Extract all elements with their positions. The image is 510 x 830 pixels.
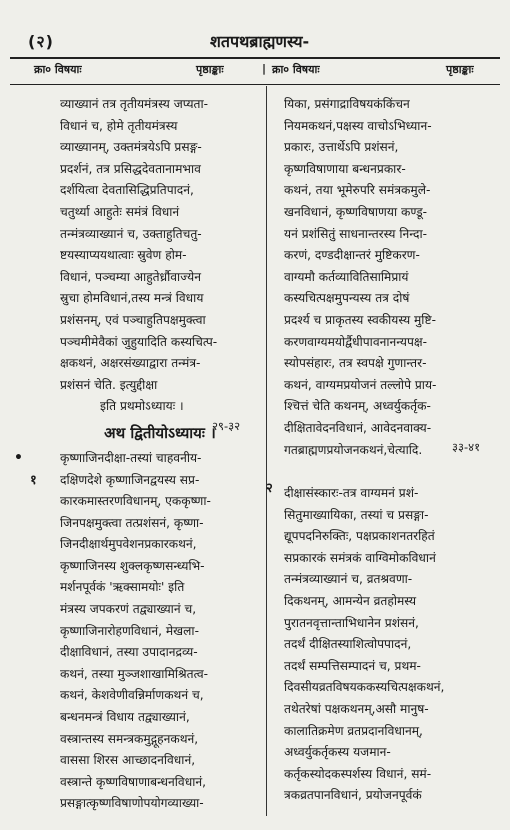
text-line: कालातिक्रमेण व्रतप्रदानविधानम्, — [284, 723, 423, 738]
text-line: कथनं, तया भूमेरुपरि समंत्रकमुले- — [284, 183, 431, 198]
text-line: स्रुचा होमविधानं,तस्य मन्त्रं विधाय — [60, 291, 204, 306]
text-line: कर्तृकस्योदकस्पर्शस्य विधानं, समं- — [284, 766, 432, 781]
text-line: कथनं, तस्या मुञ्जशाखामिश्रितत्व- — [60, 666, 209, 681]
text-line: वस्त्रान्तस्य समन्त्रकमुद्गूहनकथनं, — [60, 731, 199, 746]
item-number-left: १ — [30, 473, 37, 488]
left-column — [60, 94, 260, 815]
text-line: कृष्णाजिनदीक्षा-तस्यां चाहवनीय- — [60, 450, 202, 465]
text-line: कृष्णाजिनारोहणविधानं, मेखला- — [60, 623, 199, 638]
text-line: चतुर्थ्या आहुतेः समंत्रं विधानं — [60, 204, 180, 219]
text-line: करणं, दण्डदीक्षान्तरं मुष्टिकरण- — [284, 248, 420, 263]
right-lines-second — [284, 483, 499, 807]
right-lines-first — [284, 94, 499, 461]
text-line: कारकमास्तरणविधानम्, एककृष्णा- — [60, 494, 211, 509]
text-line: प्रशंसनम्, एवं पञ्चाहुतिपक्षमुक्त्वा — [60, 312, 206, 327]
text-line: श्चित्तं चेति कथनम्, अध्वर्युकर्तृक- — [284, 399, 431, 414]
text-line: वाग्यमौ कर्तव्यावितिसामिप्रायं — [284, 269, 409, 284]
text-line: ष्टयस्याप्ययथात्वाः स्रुवेण होम- — [60, 248, 187, 263]
text-line: प्रकारः, उत्तार्थेऽपि प्रशंसनं, — [284, 140, 399, 155]
right-page-header: पृष्ठाङ्काः — [446, 63, 474, 76]
text-line: वाससा शिरस आच्छादनविधानं, — [60, 753, 196, 768]
text-line: खनविधानं, कृष्णविषाणया कण्डू- — [284, 204, 428, 219]
text-line: कथनं, वाग्यमप्रयोजनं तल्लोपे प्राय- — [284, 377, 437, 392]
text-line: प्रशंसनं चेति. इत्युद्दीक्षा — [60, 377, 158, 392]
item-number-right: २ — [266, 481, 273, 496]
page-ref-chapter-1: २९-३२ — [212, 419, 241, 433]
left-lines-after — [60, 448, 260, 815]
text-line: पञ्चमीमेवैकां जुहुयादिति कस्यचित्प- — [60, 334, 218, 349]
spacer — [284, 461, 499, 483]
chapter-end-line: इति प्रथमोऽध्यायः । — [100, 399, 184, 414]
text-line: तदर्थं दीक्षितस्याशित्वोपपादनं, — [284, 637, 412, 652]
text-line: विधानं च, होमे तृतीयमंत्रस्य — [60, 118, 178, 133]
text-line: प्रसङ्गात्कृष्णविषाणोपयोगव्याख्या- — [60, 796, 204, 811]
text-line: दिवसीयव्रतविषयककस्यचित्पक्षकथनं, — [284, 680, 445, 695]
text-line: करणवाग्यमयोर्द्वैधीपावनानन्यपक्ष- — [284, 334, 428, 349]
text-line: यनं प्रशंसितुं साधनान्तरस्य निन्दा- — [284, 226, 428, 241]
text-line: दीक्षासंस्कारः-तत्र वाग्यमनं प्रशं- — [284, 486, 419, 501]
text-line: तदर्थं सम्पत्तिसम्पादनं च, प्रथम- — [284, 658, 421, 673]
right-serial-header: क्रा० विषयाः — [272, 63, 320, 76]
left-lines-before — [60, 94, 260, 396]
text-line: सप्रकारकं समंत्रकं वाग्विमोकविधानं — [284, 550, 436, 565]
text-line: प्रदर्शनं, तत्र प्रसिद्धदेवतानामभाव — [60, 161, 201, 176]
text-line: मर्शनपूर्वकं 'ऋक्सामयोः' इति — [60, 580, 185, 595]
text-line: कस्यचित्पक्षमुपन्यस्य तत्र दोषं — [284, 291, 410, 306]
text-line: बन्धनमन्त्रं विधाय तद्व्याख्यानं, — [60, 710, 190, 725]
text-line: यिका, प्रसंगाद्राविषयकंकिंचन — [284, 97, 410, 111]
text-line: कथनं, केशवेणीवन्निर्माणकथनं च, — [60, 688, 204, 703]
left-page-header: पृष्ठाङ्काः — [196, 63, 224, 76]
text-line: दीक्षाविधानं, तस्या उपादानद्रव्य- — [60, 645, 198, 660]
text-line: वस्त्रान्ते कृष्णविषाणाबन्धनविधानं, — [60, 774, 206, 789]
text-line: दर्शयित्वा देवतासिद्धिप्रतिपादनं, — [60, 183, 194, 198]
text-line: व्याख्यानं तत्र तृतीयमंत्रस्य जप्यता- — [60, 97, 209, 111]
text-line: कृष्णाजिनस्य शुक्लकृष्णसन्ध्यभि- — [60, 558, 205, 573]
text-line: द्यूपपदनिरुक्तिः, पक्षप्रकाशनतरहितं — [284, 529, 435, 544]
text-line: नियमकथनं,पक्षस्य वाचोऽभिध्यान- — [284, 118, 432, 133]
header-rule — [10, 57, 500, 59]
column-separator-mark: | — [262, 62, 267, 75]
column-divider — [266, 86, 267, 816]
text-line: जिनदीक्षार्थमुपवेशनप्रकारकथनं, — [60, 537, 197, 552]
text-line: दक्षिणदेशे कृष्णाजिनद्वयस्य सप्र- — [60, 472, 200, 487]
text-line: स्योपसंहारः, तत्र स्वपक्षे गुणान्तर- — [284, 356, 427, 371]
text-line: सितुमाख्यायिका, तस्यां च प्रसङ्गा- — [284, 507, 429, 522]
text-line: तन्मंत्रव्याख्यानं च, उक्ताहुतिचतु- — [60, 226, 202, 241]
running-title: शतपथब्राह्मणस्य- — [210, 32, 310, 51]
text-line: विधानं, पञ्चम्या आहुतेर्ध्रौवाज्येन — [60, 269, 202, 284]
text-line: त्रकव्रतपानविधानं, प्रयोजनपूर्वकं — [284, 788, 422, 803]
text-line: पुरातनवृत्तान्ताभिधानेन प्रशंसनं, — [284, 615, 419, 630]
page-number: (२) — [28, 32, 54, 51]
text-line: दिकथनम्, आमन्येन व्रतहोमस्य — [284, 594, 417, 609]
chapter-heading: अथ द्वितीयोऽध्यायः । — [104, 423, 216, 442]
text-line: मंत्रस्य जपकरणं तद्व्याख्यानं च, — [60, 602, 197, 617]
page-ref-item-1: ३३-४१ — [452, 440, 481, 454]
text-line: गतब्राह्मणप्रयोजनकथनं,चेत्यादि. — [284, 442, 423, 457]
text-line: अध्वर्युकर्तृकस्य यजमान- — [284, 745, 391, 760]
text-line: कृष्णविषाणाया बन्धनप्रकार- — [284, 161, 406, 176]
left-serial-header: क्रा० विषयाः — [34, 63, 82, 76]
text-line: क्षकथनं, अक्षरसंख्याद्वारा तन्मंत्र- — [60, 356, 201, 371]
bullet-mark: • — [14, 450, 23, 466]
page-header — [0, 0, 510, 51]
subheader-rule — [10, 84, 500, 85]
text-line: दीक्षितावेदनविधानं, आवेदनवाक्य- — [284, 420, 432, 435]
text-line: तन्मंत्रव्याख्यानं च, व्रतश्रवणा- — [284, 572, 413, 587]
text-line: जिनपक्षमुक्त्वा तत्प्रशंसनं, कृष्णा- — [60, 515, 204, 530]
text-line: व्याख्यानम्, उक्तमंत्रयेऽपि प्रसङ्ग- — [60, 140, 202, 155]
text-line: प्रदर्श्य च प्राकृतस्य स्वकीयस्य मुष्टि- — [284, 312, 436, 327]
text-line: तथेतरेषां पक्षकथनम्,असौ मानुष- — [284, 702, 429, 717]
